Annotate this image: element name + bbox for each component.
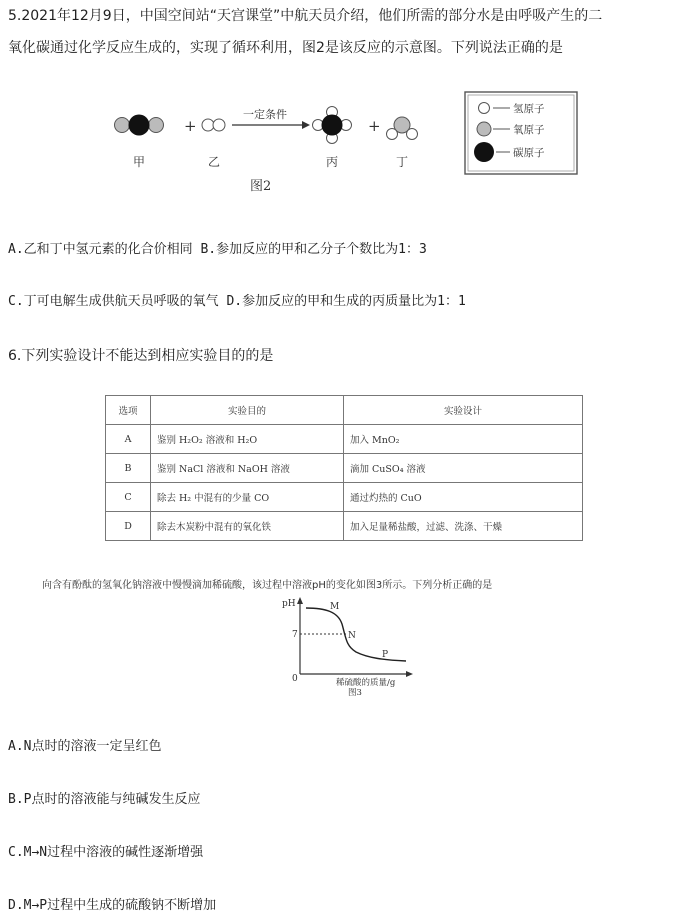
table-cell: B: [106, 454, 151, 483]
experiment-table: [105, 395, 583, 541]
table-cell: 鉴别 H₂O₂ 溶液和 H₂O: [151, 425, 344, 454]
table-cell: 通过灼热的 CuO: [344, 483, 583, 512]
table-row: [106, 512, 583, 541]
origin-label: 0: [292, 674, 298, 684]
q7-option-d: D.M→P过程中生成的硫酸钠不断增加: [8, 898, 217, 913]
table-cell: A: [106, 425, 151, 454]
point-m-label: M: [330, 602, 340, 612]
ph-graph: [282, 594, 422, 696]
q7-option-a: A.N点时的溶液一定呈红色: [8, 739, 162, 754]
molecule-bing: [313, 107, 352, 144]
point-p-label: P: [382, 650, 389, 660]
table-cell: D: [106, 512, 151, 541]
label-ding: 丁: [396, 155, 409, 169]
point-n-label: N: [348, 631, 356, 641]
condition-label: 一定条件: [243, 108, 287, 121]
q7-option-c: C.M→N过程中溶液的碱性逐渐增强: [8, 845, 204, 860]
y-mark-label: 7: [292, 630, 298, 640]
table-cell: C: [106, 483, 151, 512]
q5-stem-line2: 氧化碳通过化学反应生成的，实现了循环利用，图2是该反应的示意图。下列说法正确的是: [8, 40, 563, 56]
figure-caption: 图2: [250, 179, 272, 194]
table-cell: 加入 MnO₂: [344, 425, 583, 454]
legend-oxygen: 氧原子: [513, 124, 545, 136]
table-header: 选项: [106, 396, 151, 425]
legend-hydrogen: 氢原子: [513, 103, 545, 115]
table-header: 实验目的: [151, 396, 344, 425]
table-cell: 除去 H₂ 中混有的少量 CO: [151, 483, 344, 512]
table-row: [106, 425, 583, 454]
table-cell: 鉴别 NaCl 溶液和 NaOH 溶液: [151, 454, 344, 483]
table-row: [106, 483, 583, 512]
label-bing: 丙: [326, 155, 339, 169]
y-axis-label: pH: [282, 599, 296, 609]
table-cell: 滴加 CuSO₄ 溶液: [344, 454, 583, 483]
q6-stem: 6.下列实验设计不能达到相应实验目的的是: [8, 348, 274, 364]
q5-options-line1: A.乙和丁中氢元素的化合价相同 B.参加反应的甲和乙分子个数比为1：3: [8, 242, 427, 257]
q7-option-b: B.P点时的溶液能与纯碱发生反应: [8, 792, 201, 807]
table-header: 实验设计: [344, 396, 583, 425]
graph-caption: 图3: [348, 688, 362, 696]
x-axis-label: 稀硫酸的质量/g: [336, 678, 396, 688]
table-row: [106, 454, 583, 483]
reaction-diagram: [100, 84, 610, 199]
molecule-yi: [202, 119, 225, 131]
molecule-jia: [115, 115, 164, 136]
table-cell: 加入足量稀盐酸，过滤、洗涤、干燥: [344, 512, 583, 541]
plus-sign-1: +: [184, 117, 197, 135]
plus-sign-2: +: [368, 117, 381, 135]
q5-stem-line1: 5.2021年12月9日，中国空间站“天宫课堂”中航天员介绍，他们所需的部分水是由呼吸产生的二: [8, 8, 603, 24]
legend-carbon: 碳原子: [513, 147, 545, 159]
molecule-ding: [387, 117, 418, 140]
label-jia: 甲: [133, 155, 146, 169]
q7-stem: 向含有酚酞的氢氧化钠溶液中慢慢滴加稀硫酸，该过程中溶液pH的变化如图3所示。下列分析正确的是: [42, 580, 493, 591]
table-cell: 除去木炭粉中混有的氧化铁: [151, 512, 344, 541]
q5-options-line2: C.丁可电解生成供航天员呼吸的氧气 D.参加反应的甲和生成的丙质量比为1：1: [8, 294, 466, 309]
label-yi: 乙: [208, 155, 221, 169]
legend-box: [465, 92, 577, 174]
table-header-row: [106, 396, 583, 425]
